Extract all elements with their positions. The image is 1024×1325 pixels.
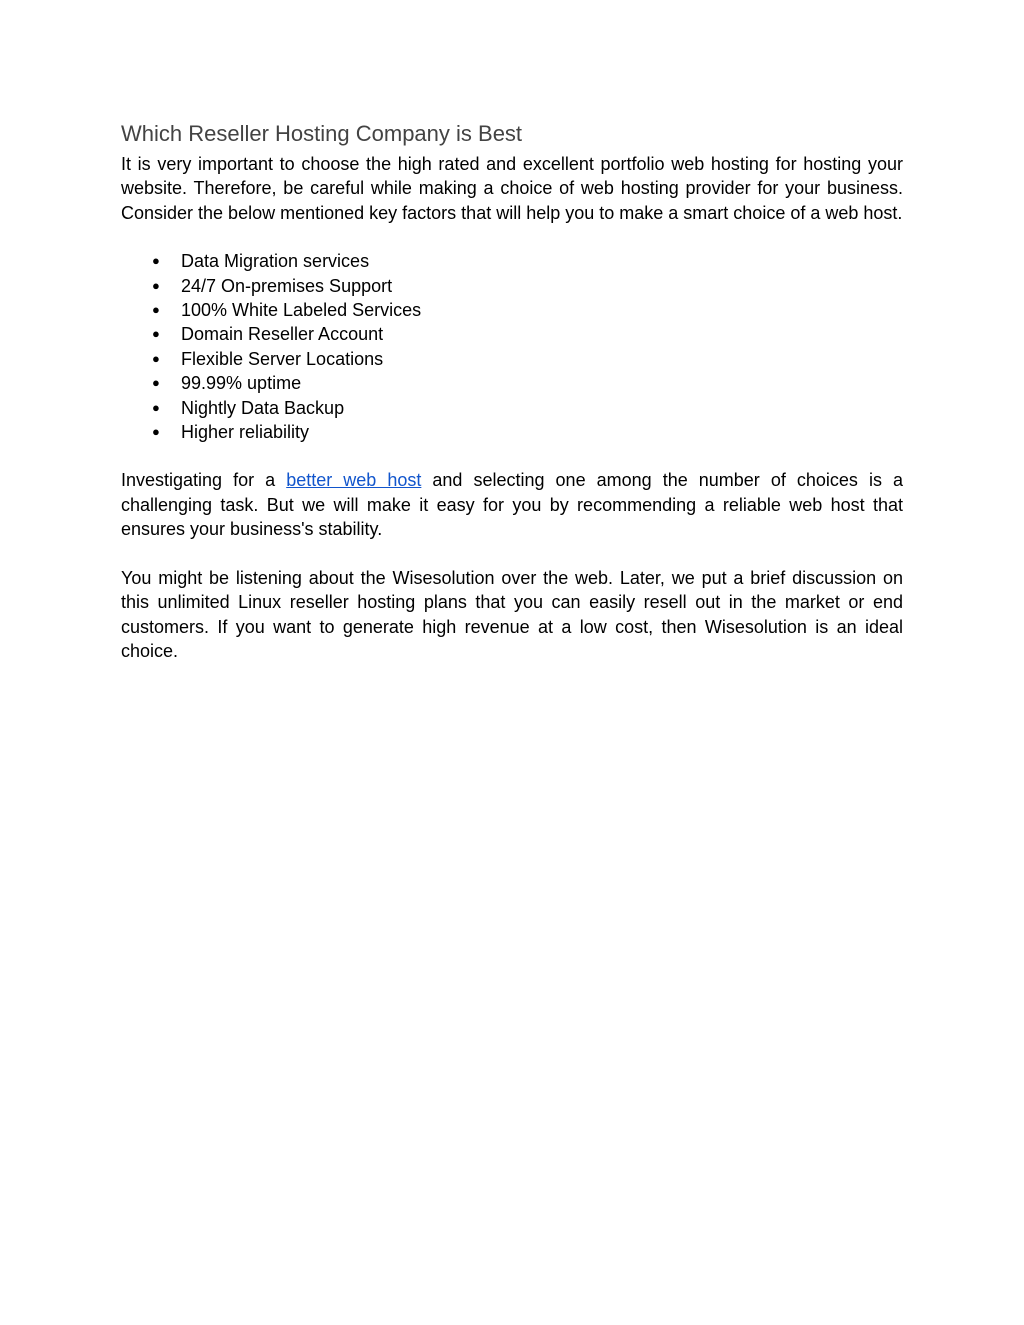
bullet-icon: ●: [152, 350, 160, 366]
intro-paragraph: It is very important to choose the high rated and excellent portfolio web hosting for hosting your website. Therefore, be careful while making a choice of web hosting provider for your business. Consider the below mentioned key factors that will help you to make a smart choice of a web host.: [121, 154, 903, 223]
list-item: [121, 249, 903, 273]
bullet-icon: ●: [152, 302, 160, 318]
list-item-label: 24/7 On-premises Support: [181, 275, 393, 296]
paragraph-text: and selecting one among the number of choices is a challenging task. But we will make it easy for you by recommending a reliable web host that ensures your business's stability.: [121, 470, 903, 540]
list-item-label: 99.99% uptime: [181, 373, 302, 394]
list-item-label: Data Migration services: [181, 251, 370, 272]
bullet-icon: ●: [152, 375, 160, 391]
list-item-label: Nightly Data Backup: [181, 397, 345, 418]
list-item-label: 100% White Labeled Services: [181, 300, 422, 321]
list-item-label: Higher reliability: [181, 422, 310, 443]
bullet-icon: ●: [152, 253, 160, 269]
list-item: [121, 322, 903, 346]
list-item: [121, 420, 903, 444]
wisesolution-paragraph: You might be listening about the Wisesolution over the web. Later, we put a brief discussion on this unlimited Linux reseller hosting plans that you can easily resell out in the market or end customers. If you want to generate high revenue at a low cost, then Wisesolution is an ideal choice.: [121, 567, 903, 661]
paragraph-text: Investigating for a: [121, 470, 287, 491]
document-content: [121, 118, 903, 663]
list-item-label: Domain Reseller Account: [181, 324, 384, 345]
bullet-icon: ●: [152, 326, 160, 342]
recommendation-paragraph: [121, 468, 903, 541]
list-item: [121, 347, 903, 371]
bullet-icon: ●: [152, 277, 160, 293]
list-item: [121, 298, 903, 322]
bullet-icon: ●: [152, 424, 160, 440]
list-item: [121, 371, 903, 395]
key-factors-list: [121, 249, 903, 444]
bullet-icon: ●: [152, 399, 160, 415]
list-item-label: Flexible Server Locations: [181, 348, 384, 369]
better-web-host-link[interactable]: better web host: [286, 470, 422, 491]
page-title: Which Reseller Hosting Company is Best: [121, 121, 523, 146]
list-item: [121, 396, 903, 420]
list-item: [121, 274, 903, 298]
